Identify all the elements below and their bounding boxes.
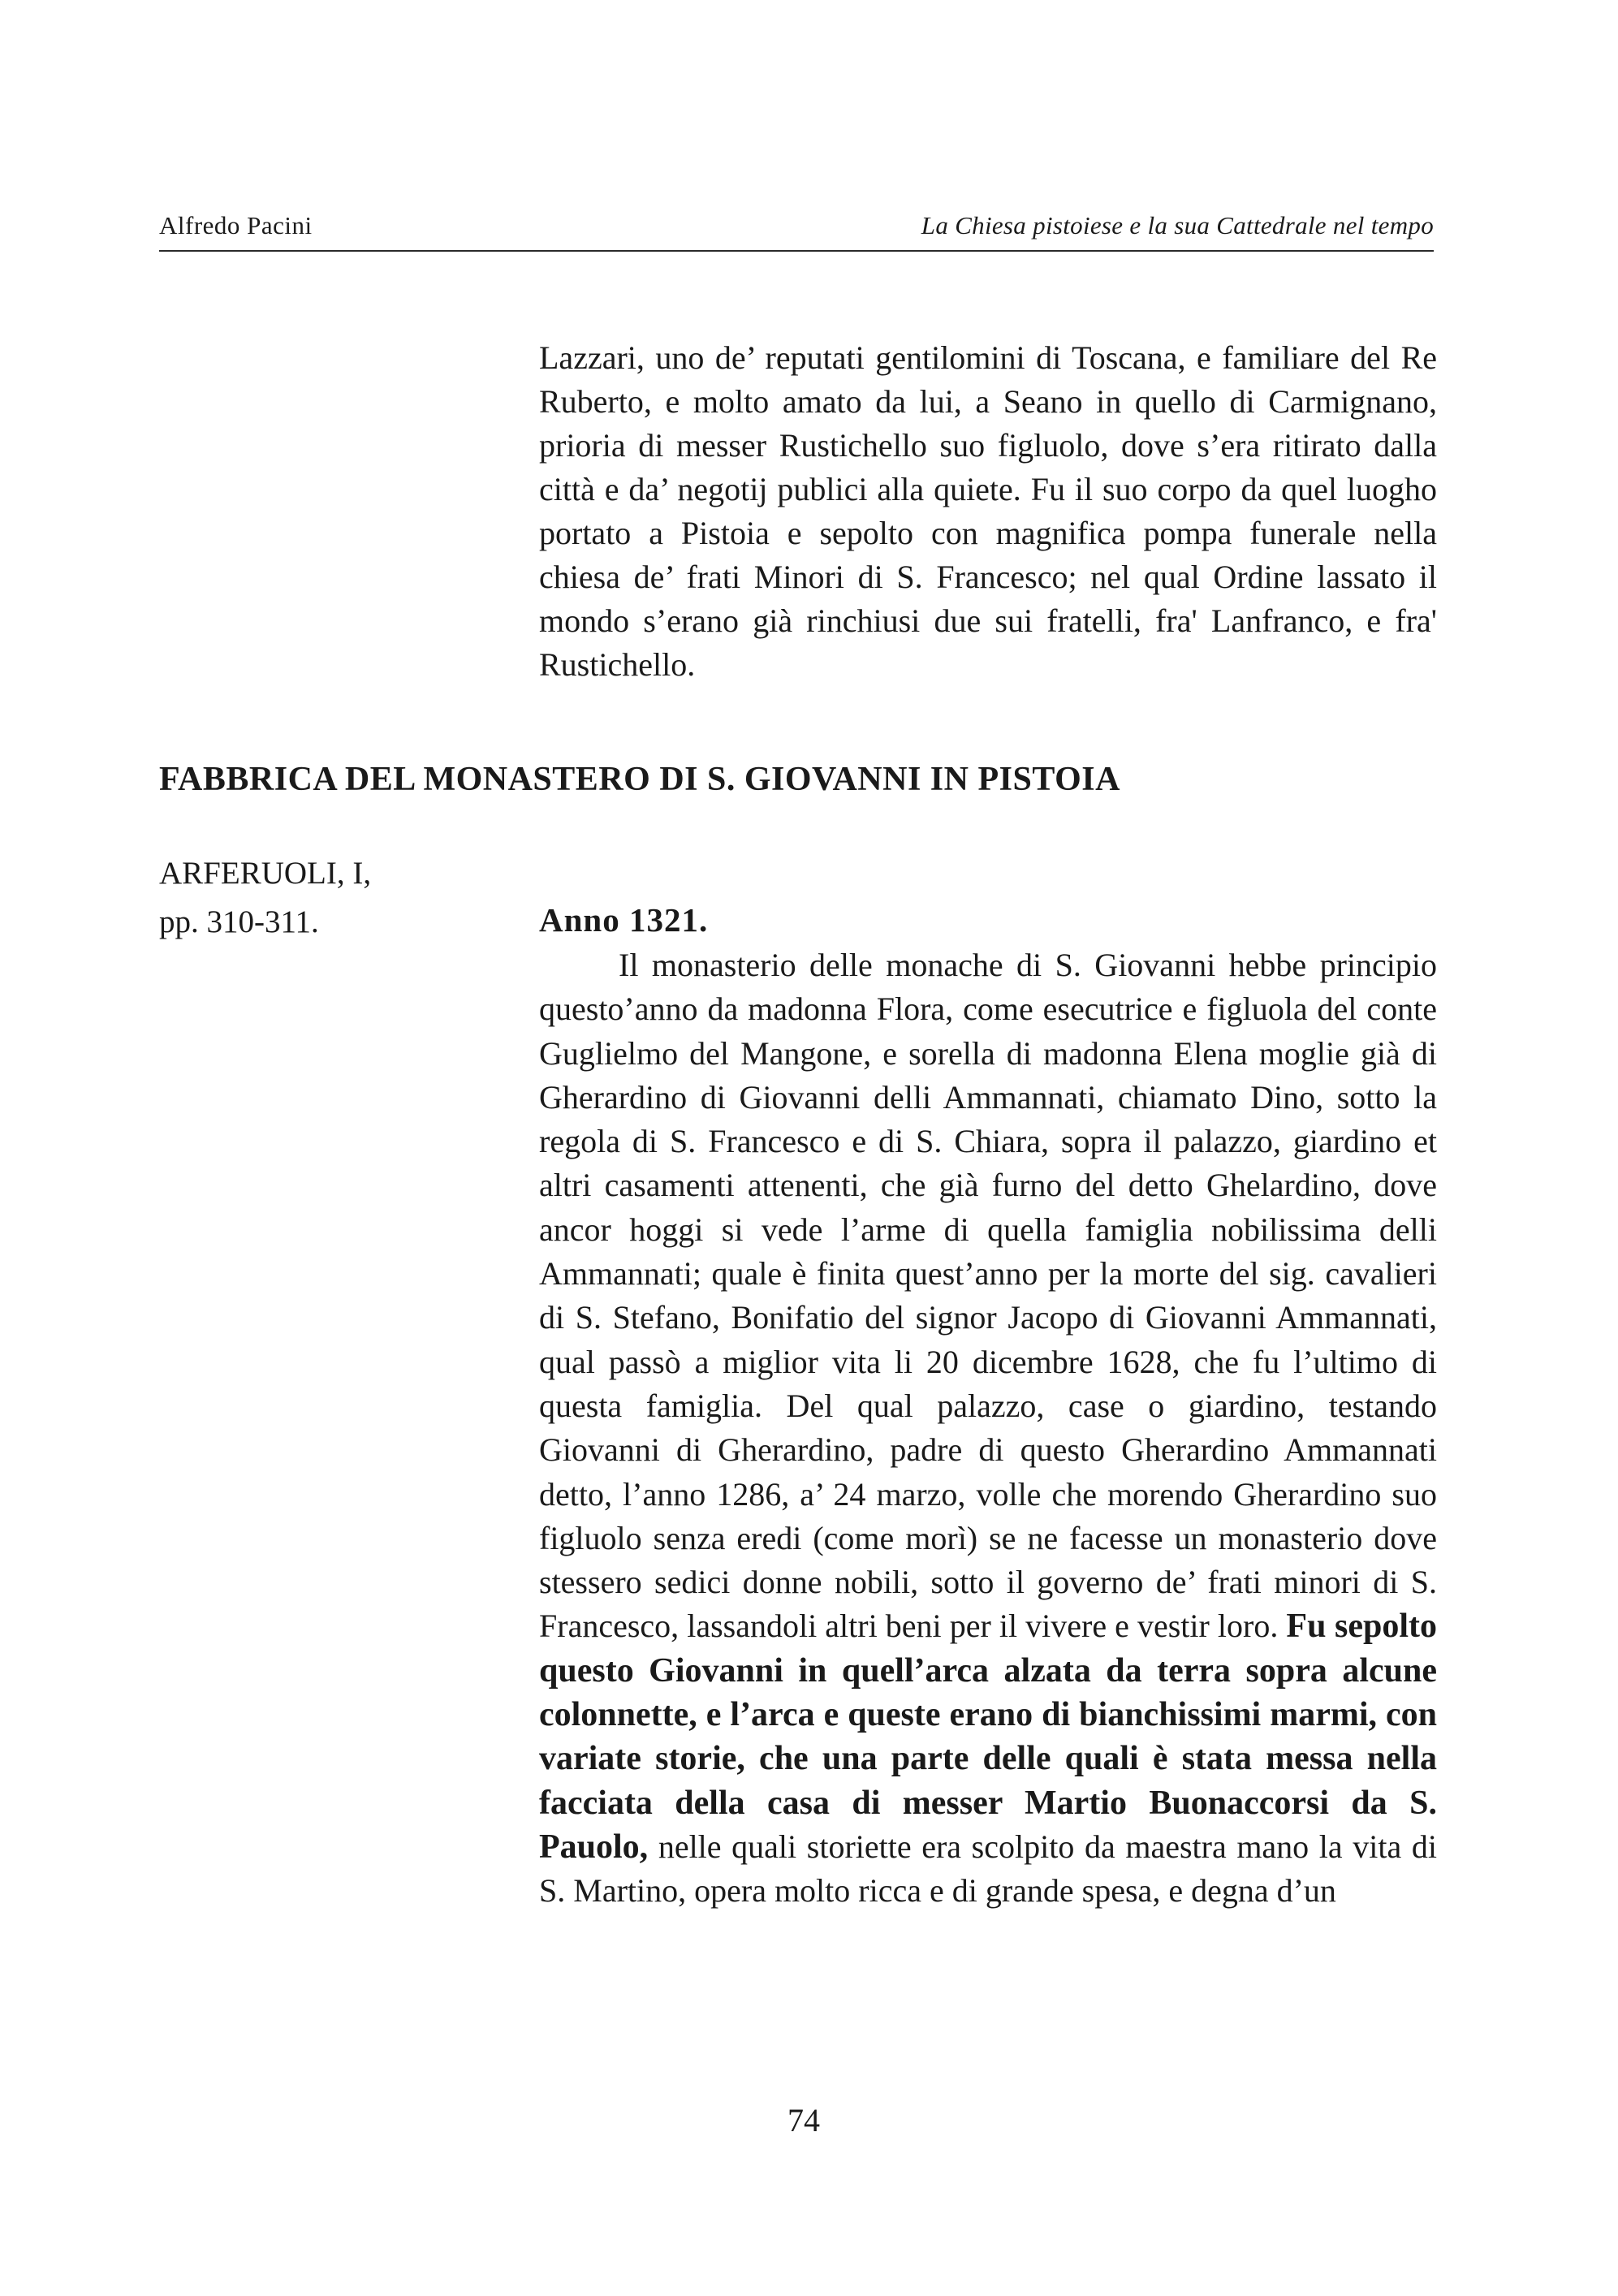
entry-text-part1: Il monasterio delle monache di S. Giovanni hebbe principio questo’anno da madonna Flora, come esecutrice e figluola del conte Guglielmo del Mangone, e sorella di madonna Elena moglie già di Gherardino di Giovanni delli Ammannati, chiamato Dino, sotto la regola di S. Francesco e di S. Chiara, sopra il palazzo, giardino et altri casamenti attenenti, che già furno del detto Ghelardino, dove ancor hoggi si vede l’arme di quella famiglia nobilissima delli Ammannati; quale è finita quest’anno per la morte del sig. cavalieri di S. Stefano, Bonifatio del signor Jacopo di Giovanni Ammannati, qual passò a miglior vita li 20 dicembre 1628, che fu l’ultimo di questa famiglia. Del qual palazzo, case o giardino, testando Giovanni di Gherardino, padre di questo Gherardino Ammannati detto, l’anno 1286, a’ 24 marzo, volle che morendo Gherardino suo figluolo senza eredi (come morì) se ne facesse un monasterio dove stessero sedici donne nobili, sotto il governo de’ frati minori di S. Francesco, lassandoli altri beni per il vivere e vestir loro. [539, 947, 1437, 1645]
entry-text-emphasis: Fu sepolto questo Giovanni in quell’arca alzata da terra sopra alcune colonnette, e l’arca e queste erano di bianchissimi marmi, con variate storie, che una parte delle quali è stata messa nella facciata della casa di messer Martio Buonaccorsi da S. Pauolo, [539, 1608, 1438, 1866]
quoted-passage [539, 336, 1437, 687]
quoted-paragraph: Lazzari, uno de’ reputati gentilomini di Toscana, e familiare del Re Ruberto, e molto amato da lui, a Seano in quello di Carmignano, prioria di messer Rustichello suo figluolo, dove s’era ritirato dalla città e da’ negotij publici alla quiete. Fu il suo corpo da quel luogho portato a Pistoia e sepolto con magnifica pompa funerale nella chiesa de’ frati Minori di S. Francesco; nel qual Ordine lassato il mondo s’erano già rinchiusi due sui fratelli, fra' Lanfranco, e fra' Rustichello. [539, 339, 1437, 683]
chronicle-entry [539, 896, 1437, 1914]
header-author: Alfredo Pacini [159, 211, 313, 240]
source-work: ARFERUOLI, I, [159, 856, 372, 891]
page-number: 74 [787, 2102, 820, 2138]
source-citation [159, 849, 500, 947]
entry-text-part2: nelle quali storiette era scolpito da maestra mano la vita di S. Martino, opera molto ricca e di grande spesa, e degna d’un [539, 1828, 1437, 1910]
running-header [159, 209, 1434, 252]
header-book-title: La Chiesa pistoiese e la sua Cattedrale nel tempo [921, 211, 1434, 240]
entry-year: Anno 1321. [539, 901, 709, 939]
entry-paragraph [539, 943, 1437, 1914]
source-pages: pp. 310-311. [159, 904, 319, 939]
section-heading: FABBRICA DEL MONASTERO DI S. GIOVANNI IN PISTOIA [159, 761, 1120, 798]
